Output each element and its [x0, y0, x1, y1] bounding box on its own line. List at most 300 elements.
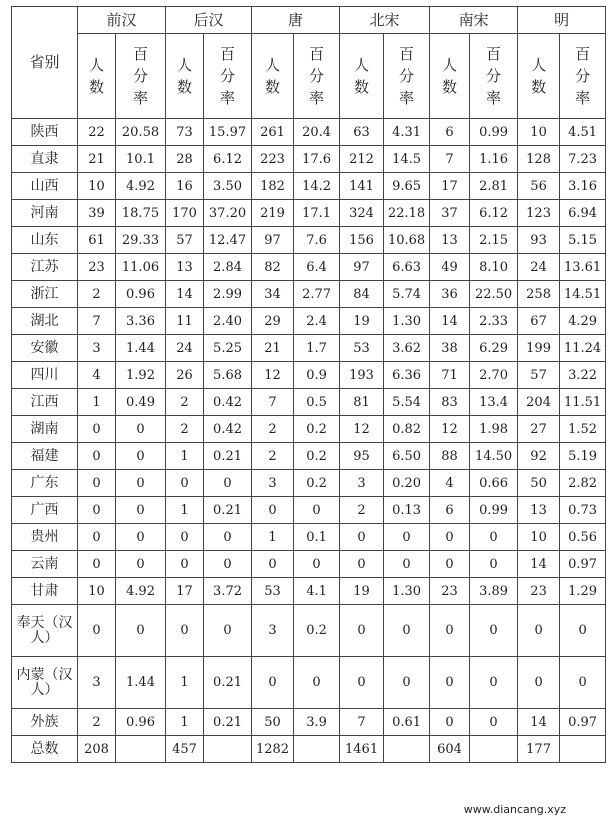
count-cell: 10 [78, 578, 116, 605]
province-cell: 外族 [12, 709, 78, 736]
count-cell: 3 [78, 335, 116, 362]
count-cell: 12 [252, 362, 294, 389]
percent-cell: 0 [470, 605, 518, 657]
count-cell: 84 [340, 281, 384, 308]
count-cell: 67 [518, 308, 560, 335]
count-cell: 13 [430, 227, 470, 254]
count-cell: 0 [340, 657, 384, 709]
count-cell: 1 [166, 443, 204, 470]
dynasty-header-northern-song: 北宋 [340, 7, 430, 34]
count-cell: 14 [518, 551, 560, 578]
percent-cell: 0 [470, 709, 518, 736]
percent-cell: 3.72 [204, 578, 252, 605]
percent-cell: 2.81 [470, 173, 518, 200]
total-percent-cell [116, 736, 166, 763]
percent-cell: 0.42 [204, 389, 252, 416]
count-cell: 0 [430, 709, 470, 736]
percent-cell: 10.68 [384, 227, 430, 254]
table-row [12, 119, 606, 146]
total-percent-cell [204, 736, 252, 763]
count-cell: 14 [166, 281, 204, 308]
percent-cell: 1.52 [560, 416, 606, 443]
subheader-text: 人数 [265, 56, 281, 96]
percent-cell: 11.24 [560, 335, 606, 362]
percent-cell: 18.75 [116, 200, 166, 227]
percent-cell: 6.4 [294, 254, 340, 281]
count-cell: 14 [518, 709, 560, 736]
percent-cell: 15.97 [204, 119, 252, 146]
percent-cell: 0 [294, 551, 340, 578]
subheader-text: 人数 [354, 56, 370, 96]
count-cell: 95 [340, 443, 384, 470]
imperial-exam-province-table [11, 6, 606, 763]
count-cell: 0 [78, 605, 116, 657]
percent-cell: 14.51 [560, 281, 606, 308]
table-row [12, 578, 606, 605]
subheader-text: 百分率 [399, 45, 415, 107]
count-cell: 97 [340, 254, 384, 281]
percent-cell: 20.58 [116, 119, 166, 146]
count-cell: 34 [252, 281, 294, 308]
dynasty-header-southern-song: 南宋 [430, 7, 518, 34]
count-cell: 0 [166, 470, 204, 497]
count-cell: 0 [166, 551, 204, 578]
percent-cell: 14.50 [470, 443, 518, 470]
count-cell: 0 [252, 551, 294, 578]
province-cell: 内蒙（汉人） [12, 657, 78, 709]
subheader-text: 百分率 [486, 45, 502, 107]
count-cell: 23 [78, 254, 116, 281]
count-cell: 0 [518, 605, 560, 657]
percent-cell: 0 [116, 524, 166, 551]
subheader-text: 百分率 [220, 45, 236, 107]
percent-cell: 4.92 [116, 173, 166, 200]
percent-cell: 0 [384, 605, 430, 657]
province-cell: 安徽 [12, 335, 78, 362]
percent-cell: 0.2 [294, 416, 340, 443]
percent-cell: 13.4 [470, 389, 518, 416]
percent-cell: 37.20 [204, 200, 252, 227]
percent-cell: 0 [204, 551, 252, 578]
dynasty-header-former-han: 前汉 [78, 7, 166, 34]
count-cell: 4 [430, 470, 470, 497]
count-cell: 0 [78, 524, 116, 551]
percent-cell: 0 [294, 657, 340, 709]
count-cell: 0 [430, 605, 470, 657]
count-cell: 22 [78, 119, 116, 146]
count-cell: 50 [518, 470, 560, 497]
province-cell: 湖南 [12, 416, 78, 443]
count-cell: 0 [78, 497, 116, 524]
percent-cell: 0.97 [560, 551, 606, 578]
percent-cell: 1.98 [470, 416, 518, 443]
province-cell: 直隶 [12, 146, 78, 173]
subheader-count [252, 34, 294, 119]
percent-cell: 0 [560, 657, 606, 709]
count-cell: 36 [430, 281, 470, 308]
percent-cell: 5.74 [384, 281, 430, 308]
count-cell: 7 [252, 389, 294, 416]
percent-cell: 3.62 [384, 335, 430, 362]
percent-cell: 0.42 [204, 416, 252, 443]
province-cell: 江苏 [12, 254, 78, 281]
count-cell: 28 [166, 146, 204, 173]
count-cell: 1 [78, 389, 116, 416]
percent-cell: 0 [116, 551, 166, 578]
count-cell: 0 [78, 416, 116, 443]
count-cell: 4 [78, 362, 116, 389]
percent-cell: 0 [384, 657, 430, 709]
table-row [12, 524, 606, 551]
count-cell: 13 [166, 254, 204, 281]
count-cell: 1 [166, 657, 204, 709]
subheader-count [340, 34, 384, 119]
table-row [12, 308, 606, 335]
count-cell: 219 [252, 200, 294, 227]
percent-cell: 2.40 [204, 308, 252, 335]
percent-cell: 0 [384, 524, 430, 551]
subheader-count [78, 34, 116, 119]
percent-cell: 5.25 [204, 335, 252, 362]
count-cell: 0 [166, 524, 204, 551]
percent-cell: 0.96 [116, 281, 166, 308]
province-cell: 陕西 [12, 119, 78, 146]
percent-cell: 1.44 [116, 335, 166, 362]
watermark-text: www.diancang.xyz [463, 803, 566, 816]
percent-cell: 5.15 [560, 227, 606, 254]
count-cell: 81 [340, 389, 384, 416]
table-row [12, 200, 606, 227]
dynasty-header-ming: 明 [518, 7, 606, 34]
count-cell: 223 [252, 146, 294, 173]
province-cell: 山东 [12, 227, 78, 254]
count-cell: 19 [340, 308, 384, 335]
count-cell: 156 [340, 227, 384, 254]
province-cell: 甘肃 [12, 578, 78, 605]
count-cell: 97 [252, 227, 294, 254]
percent-cell: 11.06 [116, 254, 166, 281]
percent-cell: 0.82 [384, 416, 430, 443]
percent-cell: 17.6 [294, 146, 340, 173]
province-cell: 广西 [12, 497, 78, 524]
count-cell: 1 [252, 524, 294, 551]
count-cell: 73 [166, 119, 204, 146]
count-cell: 50 [252, 709, 294, 736]
subheader-count [518, 34, 560, 119]
percent-cell: 14.5 [384, 146, 430, 173]
total-count-cell: 1282 [252, 736, 294, 763]
count-cell: 88 [430, 443, 470, 470]
percent-cell: 6.12 [470, 200, 518, 227]
percent-cell: 2.4 [294, 308, 340, 335]
count-cell: 2 [252, 443, 294, 470]
count-cell: 53 [252, 578, 294, 605]
province-cell: 河南 [12, 200, 78, 227]
subheader-percent [560, 34, 606, 119]
count-cell: 3 [340, 470, 384, 497]
count-cell: 3 [252, 470, 294, 497]
count-cell: 21 [78, 146, 116, 173]
count-cell: 10 [518, 524, 560, 551]
percent-cell: 0.96 [116, 709, 166, 736]
percent-cell: 0.73 [560, 497, 606, 524]
percent-cell: 3.22 [560, 362, 606, 389]
percent-cell: 4.29 [560, 308, 606, 335]
count-cell: 12 [340, 416, 384, 443]
percent-cell: 0 [294, 497, 340, 524]
province-cell: 湖北 [12, 308, 78, 335]
count-cell: 38 [430, 335, 470, 362]
percent-cell: 6.36 [384, 362, 430, 389]
percent-cell: 5.54 [384, 389, 430, 416]
count-cell: 13 [518, 497, 560, 524]
count-cell: 1 [166, 497, 204, 524]
percent-cell: 0.97 [560, 709, 606, 736]
count-cell: 0 [518, 657, 560, 709]
header-row-sub [12, 34, 606, 119]
total-count-cell: 604 [430, 736, 470, 763]
percent-cell: 0.9 [294, 362, 340, 389]
percent-cell: 22.50 [470, 281, 518, 308]
subheader-text: 人数 [442, 56, 458, 96]
count-cell: 93 [518, 227, 560, 254]
percent-cell: 5.68 [204, 362, 252, 389]
percent-cell: 5.19 [560, 443, 606, 470]
percent-cell: 0 [116, 497, 166, 524]
table-row [12, 709, 606, 736]
corner-header: 省别 [12, 7, 78, 119]
percent-cell: 3.89 [470, 578, 518, 605]
percent-cell: 20.4 [294, 119, 340, 146]
percent-cell: 13.61 [560, 254, 606, 281]
table-row [12, 281, 606, 308]
count-cell: 7 [430, 146, 470, 173]
subheader-text: 人数 [88, 56, 104, 96]
percent-cell: 0.99 [470, 497, 518, 524]
count-cell: 49 [430, 254, 470, 281]
count-cell: 24 [518, 254, 560, 281]
percent-cell: 0 [470, 524, 518, 551]
percent-cell: 1.44 [116, 657, 166, 709]
percent-cell: 2.84 [204, 254, 252, 281]
province-cell: 浙江 [12, 281, 78, 308]
table-row [12, 470, 606, 497]
percent-cell: 1.16 [470, 146, 518, 173]
percent-cell: 6.29 [470, 335, 518, 362]
province-cell: 江西 [12, 389, 78, 416]
count-cell: 0 [340, 605, 384, 657]
percent-cell: 29.33 [116, 227, 166, 254]
percent-cell: 0.61 [384, 709, 430, 736]
count-cell: 0 [340, 524, 384, 551]
subheader-text: 百分率 [309, 45, 325, 107]
percent-cell: 0.5 [294, 389, 340, 416]
percent-cell: 0.21 [204, 657, 252, 709]
count-cell: 0 [430, 524, 470, 551]
count-cell: 26 [166, 362, 204, 389]
subheader-text: 百分率 [575, 45, 591, 107]
count-cell: 1 [166, 709, 204, 736]
count-cell: 324 [340, 200, 384, 227]
count-cell: 0 [430, 657, 470, 709]
percent-cell: 0.21 [204, 497, 252, 524]
count-cell: 0 [78, 443, 116, 470]
count-cell: 23 [518, 578, 560, 605]
percent-cell: 0 [204, 605, 252, 657]
percent-cell: 0 [470, 657, 518, 709]
count-cell: 2 [166, 416, 204, 443]
count-cell: 11 [166, 308, 204, 335]
percent-cell: 0 [116, 605, 166, 657]
count-cell: 23 [430, 578, 470, 605]
percent-cell: 9.65 [384, 173, 430, 200]
percent-cell: 10.1 [116, 146, 166, 173]
count-cell: 39 [78, 200, 116, 227]
percent-cell: 0 [116, 443, 166, 470]
subheader-percent [294, 34, 340, 119]
percent-cell: 0.2 [294, 470, 340, 497]
count-cell: 7 [78, 308, 116, 335]
percent-cell: 22.18 [384, 200, 430, 227]
count-cell: 0 [340, 551, 384, 578]
count-cell: 61 [78, 227, 116, 254]
table-row [12, 443, 606, 470]
count-cell: 128 [518, 146, 560, 173]
table-row [12, 416, 606, 443]
table-row [12, 389, 606, 416]
percent-cell: 6.63 [384, 254, 430, 281]
table-row [12, 173, 606, 200]
count-cell: 57 [518, 362, 560, 389]
percent-cell: 6.50 [384, 443, 430, 470]
count-cell: 53 [340, 335, 384, 362]
percent-cell: 0 [116, 470, 166, 497]
percent-cell: 3.36 [116, 308, 166, 335]
count-cell: 12 [430, 416, 470, 443]
count-cell: 212 [340, 146, 384, 173]
dynasty-header-tang: 唐 [252, 7, 340, 34]
total-row [12, 736, 606, 763]
total-count-cell: 1461 [340, 736, 384, 763]
total-count-cell: 457 [166, 736, 204, 763]
percent-cell: 0.2 [294, 443, 340, 470]
count-cell: 0 [252, 657, 294, 709]
total-count-cell: 208 [78, 736, 116, 763]
header-row-dynasty [12, 7, 606, 34]
count-cell: 63 [340, 119, 384, 146]
percent-cell: 6.94 [560, 200, 606, 227]
count-cell: 204 [518, 389, 560, 416]
percent-cell: 0 [116, 416, 166, 443]
province-cell: 四川 [12, 362, 78, 389]
count-cell: 57 [166, 227, 204, 254]
subheader-count [166, 34, 204, 119]
percent-cell: 6.12 [204, 146, 252, 173]
subheader-count [430, 34, 470, 119]
province-cell: 山西 [12, 173, 78, 200]
subheader-percent [204, 34, 252, 119]
table-row [12, 254, 606, 281]
percent-cell: 0 [384, 551, 430, 578]
count-cell: 199 [518, 335, 560, 362]
total-percent-cell [384, 736, 430, 763]
percent-cell: 0.66 [470, 470, 518, 497]
percent-cell: 0.1 [294, 524, 340, 551]
table-row [12, 335, 606, 362]
percent-cell: 2.15 [470, 227, 518, 254]
percent-cell: 0.2 [294, 605, 340, 657]
count-cell: 10 [78, 173, 116, 200]
count-cell: 193 [340, 362, 384, 389]
total-percent-cell [560, 736, 606, 763]
count-cell: 0 [166, 605, 204, 657]
count-cell: 0 [78, 551, 116, 578]
count-cell: 16 [166, 173, 204, 200]
subheader-text: 人数 [177, 56, 193, 96]
percent-cell: 1.92 [116, 362, 166, 389]
count-cell: 2 [78, 709, 116, 736]
count-cell: 14 [430, 308, 470, 335]
dynasty-header-later-han: 后汉 [166, 7, 252, 34]
count-cell: 83 [430, 389, 470, 416]
table-row [12, 551, 606, 578]
count-cell: 261 [252, 119, 294, 146]
count-cell: 2 [78, 281, 116, 308]
percent-cell: 0 [470, 551, 518, 578]
percent-cell: 14.2 [294, 173, 340, 200]
total-count-cell: 177 [518, 736, 560, 763]
percent-cell: 1.30 [384, 308, 430, 335]
subheader-percent [470, 34, 518, 119]
count-cell: 37 [430, 200, 470, 227]
count-cell: 170 [166, 200, 204, 227]
count-cell: 27 [518, 416, 560, 443]
count-cell: 56 [518, 173, 560, 200]
count-cell: 3 [78, 657, 116, 709]
percent-cell: 4.51 [560, 119, 606, 146]
table-row [12, 362, 606, 389]
table-row [12, 497, 606, 524]
percent-cell: 7.23 [560, 146, 606, 173]
percent-cell: 0.49 [116, 389, 166, 416]
count-cell: 7 [340, 709, 384, 736]
count-cell: 141 [340, 173, 384, 200]
table-row [12, 657, 606, 709]
subheader-percent [116, 34, 166, 119]
subheader-text: 人数 [531, 56, 547, 96]
province-cell: 奉天（汉人） [12, 605, 78, 657]
percent-cell: 4.31 [384, 119, 430, 146]
count-cell: 21 [252, 335, 294, 362]
percent-cell: 0.56 [560, 524, 606, 551]
percent-cell: 17.1 [294, 200, 340, 227]
percent-cell: 11.51 [560, 389, 606, 416]
percent-cell: 2.77 [294, 281, 340, 308]
count-cell: 182 [252, 173, 294, 200]
percent-cell: 0.13 [384, 497, 430, 524]
percent-cell: 1.29 [560, 578, 606, 605]
count-cell: 3 [252, 605, 294, 657]
percent-cell: 3.50 [204, 173, 252, 200]
percent-cell: 2.82 [560, 470, 606, 497]
province-cell: 云南 [12, 551, 78, 578]
percent-cell: 8.10 [470, 254, 518, 281]
count-cell: 24 [166, 335, 204, 362]
percent-cell: 12.47 [204, 227, 252, 254]
percent-cell: 2.99 [204, 281, 252, 308]
count-cell: 82 [252, 254, 294, 281]
percent-cell: 2.33 [470, 308, 518, 335]
